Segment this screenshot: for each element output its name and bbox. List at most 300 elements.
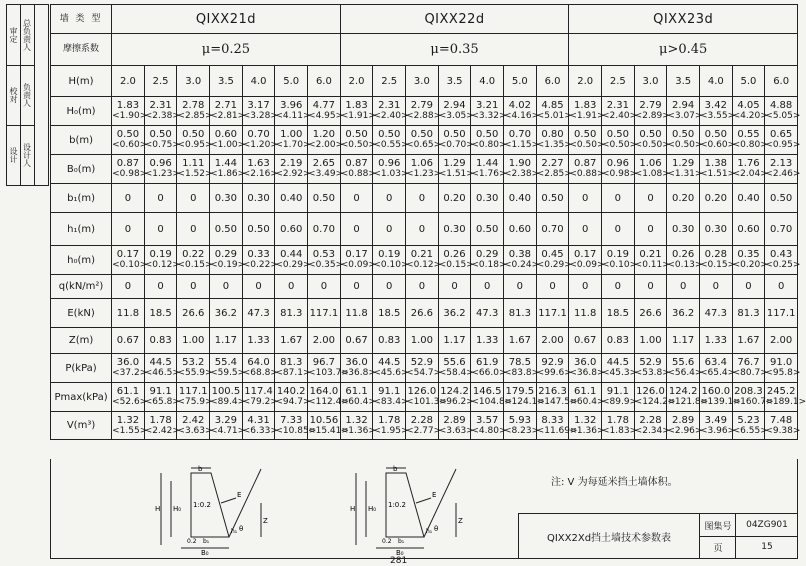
table-cell [242, 328, 275, 354]
table-cell [602, 299, 635, 328]
cell-value: 0.19 [149, 249, 172, 260]
table-cell [275, 213, 308, 246]
cell-value: 2.0 [119, 75, 136, 87]
table-cell [144, 97, 180, 126]
cell-value: 2.79 [639, 100, 662, 111]
cell-value: 0 [157, 223, 164, 235]
table-cell [308, 383, 349, 412]
cell-value: 0.29 [476, 249, 499, 260]
cell-value: 0.17 [574, 249, 597, 260]
mu-value-2: μ=0.35 [340, 34, 569, 66]
cell-value: 0 [353, 223, 360, 235]
cell-value: 44.5 [606, 357, 629, 368]
table-cell [504, 299, 537, 328]
cell-value: 0.28 [704, 249, 727, 260]
cell-value: 0 [451, 281, 458, 292]
table-cell [308, 299, 341, 328]
cell-alt-value: <4.20> [732, 111, 768, 121]
table-row [51, 97, 798, 126]
cell-value: 0.43 [770, 249, 793, 260]
table-cell [634, 213, 667, 246]
table-cell [667, 97, 703, 126]
row-label: B₀(m) [51, 155, 112, 184]
cell-value: 91.1 [378, 386, 401, 397]
cell-value: 0 [222, 281, 230, 292]
cell-value: 216.3 [538, 386, 567, 397]
page-number: 281 [390, 556, 408, 566]
cell-value: 3.21 [476, 100, 499, 111]
table-cell [210, 412, 246, 440]
cell-value: 1.78 [378, 414, 401, 426]
table-cell [602, 155, 638, 184]
diag-right-h1: h₁ [426, 528, 433, 535]
table-cell [144, 354, 180, 383]
table-cell [471, 275, 504, 299]
table-cell [569, 328, 602, 354]
table-cell [471, 126, 507, 155]
cell-alt-value: <0.19> [210, 260, 246, 270]
table-cell [340, 97, 376, 126]
cell-alt-value: <55.9> [177, 368, 213, 378]
table-cell [471, 155, 507, 184]
cell-alt-value: <0.15> [177, 260, 213, 270]
cell-alt-value: <2.81> [210, 111, 246, 121]
cell-value: 1.33 [704, 335, 727, 346]
cell-alt-value: <0.24> [504, 260, 540, 270]
cell-value: 1.29 [672, 158, 695, 169]
cell-alt-value: <11.69> [536, 425, 578, 436]
table-cell [373, 275, 406, 299]
table-cell [569, 213, 602, 246]
cell-alt-value: <66.0> [471, 368, 507, 378]
table-cell [210, 246, 246, 275]
table-cell [112, 155, 148, 184]
atlas-label: 图集号 [699, 514, 736, 537]
cell-alt-value: <0.22> [242, 260, 278, 270]
table-cell [242, 66, 275, 97]
table-cell [602, 246, 638, 275]
page-label: 页 [699, 536, 736, 558]
table-cell [340, 328, 373, 354]
cell-alt-value: <59.5> [210, 368, 246, 378]
table-cell [667, 126, 703, 155]
diag-left-h1: h₁ [231, 528, 238, 535]
cell-value: 0.83 [606, 335, 629, 346]
table-cell [667, 383, 709, 412]
row-label: H(m) [51, 66, 112, 97]
table-cell [275, 246, 311, 275]
cell-value: 6.0 [544, 75, 561, 87]
cell-value: 0.21 [639, 249, 662, 260]
table-cell [406, 97, 442, 126]
cell-value: 1.67 [737, 335, 760, 346]
cell-value: 5.23 [737, 414, 760, 426]
diag-left-E: E [237, 491, 242, 499]
table-cell [765, 246, 801, 275]
table-cell [373, 328, 406, 354]
cell-value: 0 [353, 192, 360, 204]
cell-value: 61.1 [345, 386, 368, 397]
cell-value: 245.2 [766, 386, 796, 397]
cell-alt-value: <139.1> [699, 397, 741, 407]
cell-alt-value: <52.6> [112, 397, 148, 407]
cell-value: 1.44 [214, 158, 238, 169]
cell-alt-value: <96.2> [438, 397, 474, 407]
cell-alt-value: <0.10> [373, 260, 409, 270]
table-cell [340, 275, 373, 299]
cell-value: 0.70 [312, 223, 336, 235]
cell-alt-value: <3.55> [699, 111, 736, 121]
table-cell [406, 299, 439, 328]
table-cell [340, 184, 373, 213]
table-row [51, 354, 798, 383]
cell-alt-value: <0.09> [569, 260, 605, 270]
cell-value: 0.50 [443, 129, 466, 140]
cell-alt-value: <3.28> [242, 111, 278, 121]
table-cell [634, 354, 670, 383]
cell-value: 2.19 [280, 158, 303, 169]
table-cell [340, 213, 373, 246]
cell-value: 81.3 [737, 307, 760, 319]
table-cell [699, 328, 732, 354]
cell-value: 0.96 [149, 158, 172, 169]
cell-value: 1.00 [280, 129, 303, 140]
cell-value: 0.50 [639, 129, 662, 140]
cell-value: 0 [190, 192, 197, 204]
table-cell [569, 184, 602, 213]
table-cell [732, 275, 765, 299]
table-cell [765, 383, 806, 412]
cell-value: 61.1 [116, 386, 140, 397]
cell-value: 2.5 [152, 75, 169, 87]
cell-alt-value: <65.8> [144, 397, 180, 407]
table-cell [536, 184, 569, 213]
table-cell [732, 299, 765, 328]
table-cell [471, 246, 507, 275]
cell-value: 26.6 [410, 307, 433, 319]
cell-value: 10.56 [309, 414, 339, 426]
cell-alt-value: <2.88> [406, 111, 442, 121]
table-cell [242, 354, 278, 383]
cell-value: 0.87 [345, 158, 368, 169]
table-row [51, 299, 798, 328]
cell-value: 0 [418, 192, 426, 204]
table-cell [144, 299, 177, 328]
cell-alt-value: <1.52> [177, 169, 213, 179]
cell-alt-value: <3.05> [438, 111, 474, 121]
table-cell [602, 97, 638, 126]
table-cell [406, 275, 439, 299]
table-cell [504, 97, 540, 126]
table-cell [634, 383, 676, 412]
cell-value: 2.42 [182, 414, 205, 426]
cell-value: 8.33 [541, 414, 564, 426]
table-cell [144, 275, 177, 299]
cell-value: 52.9 [410, 357, 433, 368]
table-cell [504, 354, 540, 383]
table-cell [634, 155, 670, 184]
cell-value: 7.33 [280, 414, 303, 426]
table-cell [732, 155, 768, 184]
cell-value: 100.5 [211, 386, 241, 397]
cell-alt-value: <2.40> [373, 111, 409, 121]
cell-alt-value: <0.12> [144, 260, 180, 270]
row-label: h₁(m) [51, 213, 112, 246]
table-cell [569, 66, 602, 97]
cell-value: 0.53 [312, 249, 336, 260]
table-cell [732, 213, 765, 246]
cell-value: 0.50 [247, 223, 270, 235]
table-row [51, 184, 798, 213]
table-cell [177, 66, 210, 97]
table-cell [536, 275, 569, 299]
cell-value: 1.33 [476, 335, 499, 346]
cell-value: 124.2 [668, 386, 698, 397]
cell-value: 0.80 [541, 129, 564, 140]
cell-value: 0 [582, 281, 589, 292]
cell-value: 1.78 [606, 414, 629, 426]
cell-alt-value: <1.03> [373, 169, 409, 179]
cell-alt-value: <1.51> [438, 169, 474, 179]
diag-right-H: H [350, 505, 356, 513]
cell-alt-value: <1.36> [569, 425, 605, 436]
table-cell [765, 412, 801, 440]
table-cell [210, 66, 243, 97]
table-cell [536, 412, 578, 440]
table-cell [667, 275, 700, 299]
cell-alt-value: <1.70> [275, 140, 311, 150]
table-cell [569, 126, 605, 155]
cell-value: 3.96 [280, 100, 303, 111]
row-label: q(kN/m²) [51, 275, 112, 299]
cell-value: 0.50 [704, 129, 727, 140]
cell-value: 2.5 [609, 75, 626, 87]
cell-alt-value: <0.60> [699, 140, 736, 150]
sidebar-title-2: 设计人 [20, 125, 34, 186]
table-cell [144, 383, 180, 412]
table-cell [177, 354, 213, 383]
cell-value: 1.44 [476, 158, 499, 169]
cell-value: 1.32 [574, 414, 597, 426]
cell-value: 1.76 [737, 158, 760, 169]
table-cell [373, 155, 409, 184]
cell-value: 96.7 [312, 357, 336, 368]
row-label: E(kN) [51, 299, 112, 328]
cell-value: 117.1 [309, 307, 339, 319]
table-cell [732, 97, 768, 126]
table-cell [373, 299, 406, 328]
cell-value: 0 [582, 192, 589, 204]
cell-value: 0.40 [508, 192, 531, 204]
cell-alt-value: <1.36> [340, 425, 376, 436]
cell-alt-value: <3.07> [667, 111, 703, 121]
table-cell [144, 66, 177, 97]
cell-value: 0 [777, 281, 785, 292]
table-cell [536, 155, 572, 184]
diag-right-b: b [393, 465, 398, 473]
cell-alt-value: <0.80> [471, 140, 507, 150]
cell-value: 1.00 [639, 335, 662, 346]
cell-alt-value: <0.35> [308, 260, 344, 270]
row-label: H₀(m) [51, 97, 112, 126]
table-cell [602, 66, 635, 97]
table-cell [471, 66, 504, 97]
table-cell [177, 184, 210, 213]
table-cell [504, 275, 537, 299]
cell-value: 0.65 [770, 129, 793, 140]
cell-value: 0 [288, 281, 295, 292]
row-label: h₀(m) [51, 246, 112, 275]
table-row [51, 275, 798, 299]
table-cell [667, 246, 703, 275]
table-cell [569, 412, 605, 440]
cell-alt-value: <2.96> [667, 425, 703, 436]
cell-alt-value: <2.89> [634, 111, 670, 121]
cell-value: 0 [647, 281, 654, 292]
cell-value: 0.17 [116, 249, 140, 260]
cell-value: 0.70 [247, 129, 270, 140]
cell-value: 117.1 [538, 307, 567, 319]
cell-value: 146.5 [472, 386, 502, 397]
table-cell [634, 328, 667, 354]
cell-alt-value: <6.55> [732, 425, 768, 436]
table-cell [177, 328, 210, 354]
table-cell [373, 383, 409, 412]
cell-value: 53.2 [182, 357, 205, 368]
sidebar-role-2: 设计 [7, 125, 20, 186]
table-cell [569, 275, 602, 299]
cell-value: 0.38 [508, 249, 531, 260]
cell-alt-value: <3.63> [177, 425, 213, 436]
cell-value: 2.0 [577, 75, 594, 87]
table-cell [177, 246, 213, 275]
table-cell [210, 155, 246, 184]
cell-alt-value: <68.8> [242, 368, 278, 378]
table-cell [732, 412, 768, 440]
cell-alt-value: <0.50> [634, 140, 670, 150]
cell-value: 0.22 [182, 249, 205, 260]
table-cell [732, 383, 774, 412]
cell-alt-value: <6.33> [242, 425, 278, 436]
table-cell [308, 246, 344, 275]
cell-value: 3.0 [413, 75, 430, 87]
table-cell [634, 66, 667, 97]
table-row [51, 412, 798, 440]
table-cell [438, 97, 474, 126]
table-cell [308, 155, 344, 184]
cell-alt-value: <45.6> [373, 368, 409, 378]
cell-value: 26.6 [639, 307, 662, 319]
diag-right-H0: H₀ [368, 505, 377, 513]
cell-value: 47.3 [476, 307, 499, 319]
cell-value: 0.33 [247, 249, 270, 260]
diag-left-theta: θ [239, 525, 244, 533]
table-cell [699, 126, 736, 155]
cell-alt-value: <0.98> [112, 169, 148, 179]
diag-left-02: 0.2 [187, 538, 197, 545]
cell-value: 0.50 [116, 129, 140, 140]
cell-value: 0.40 [280, 192, 303, 204]
cell-value: 0.50 [378, 129, 401, 140]
cell-value: 7.48 [770, 414, 793, 426]
cell-alt-value: <2.38> [144, 111, 180, 121]
cell-alt-value: <83.8> [504, 368, 540, 378]
cell-alt-value: <0.18> [471, 260, 507, 270]
cell-value: 44.5 [378, 357, 401, 368]
table-cell [112, 412, 148, 440]
cell-value: 0 [190, 223, 197, 235]
table-cell [308, 184, 341, 213]
table-cell [373, 246, 409, 275]
table-cell [569, 97, 605, 126]
cell-alt-value: <80.7> [732, 368, 768, 378]
table-cell [308, 66, 341, 97]
table-cell [340, 246, 376, 275]
cell-value: 1.78 [149, 414, 172, 426]
cell-value: 2.78 [182, 100, 205, 111]
cell-alt-value: <1.76> [471, 169, 507, 179]
table-cell [112, 97, 148, 126]
cell-value: 0.50 [541, 192, 564, 204]
cell-value: 0.50 [672, 129, 695, 140]
cell-alt-value: <1.86> [210, 169, 246, 179]
diag-right-02: 0.2 [382, 538, 392, 545]
cell-alt-value: <0.25> [765, 260, 801, 270]
table-cell [275, 383, 311, 412]
cell-alt-value: <0.10> [602, 260, 638, 270]
table-cell [112, 328, 145, 354]
cell-value: 0 [418, 281, 426, 292]
table-row [51, 213, 798, 246]
table-cell [765, 66, 798, 97]
table-row [51, 155, 798, 184]
table-cell [602, 354, 638, 383]
table-cell [340, 155, 376, 184]
cell-alt-value: <2.40> [602, 111, 638, 121]
cell-alt-value: <0.12> [406, 260, 442, 270]
diag-left-B0: B₀ [201, 549, 209, 557]
sidebar-title-0: 总负责人 [20, 5, 34, 66]
table-cell [765, 184, 798, 213]
table-cell [504, 246, 540, 275]
cell-alt-value: <10.85> [275, 425, 317, 436]
table-cell [144, 213, 177, 246]
cell-value: 0.50 [312, 192, 336, 204]
table-cell [406, 383, 447, 412]
table-cell [144, 184, 177, 213]
table-cell [536, 299, 569, 328]
cell-value: 2.13 [770, 158, 793, 169]
cell-alt-value: <58.4> [438, 368, 474, 378]
cell-value: 0 [386, 192, 393, 204]
cell-value: 47.3 [704, 307, 727, 319]
cell-alt-value: <1.51> [699, 169, 736, 179]
cell-alt-value: <104.8> [471, 397, 513, 407]
cell-value: 2.0 [348, 75, 365, 87]
cell-alt-value: <0.29> [536, 260, 572, 270]
table-cell [634, 275, 667, 299]
table-cell [242, 299, 275, 328]
table-cell [242, 155, 278, 184]
cell-alt-value: <1.35> [536, 140, 572, 150]
cell-value: 0.19 [606, 249, 629, 260]
table-cell [373, 97, 409, 126]
table-cell [504, 412, 540, 440]
table-cell [242, 97, 278, 126]
cell-value: 0.70 [541, 223, 564, 235]
table-cell [438, 383, 474, 412]
cell-alt-value: <1.91> [340, 111, 376, 121]
